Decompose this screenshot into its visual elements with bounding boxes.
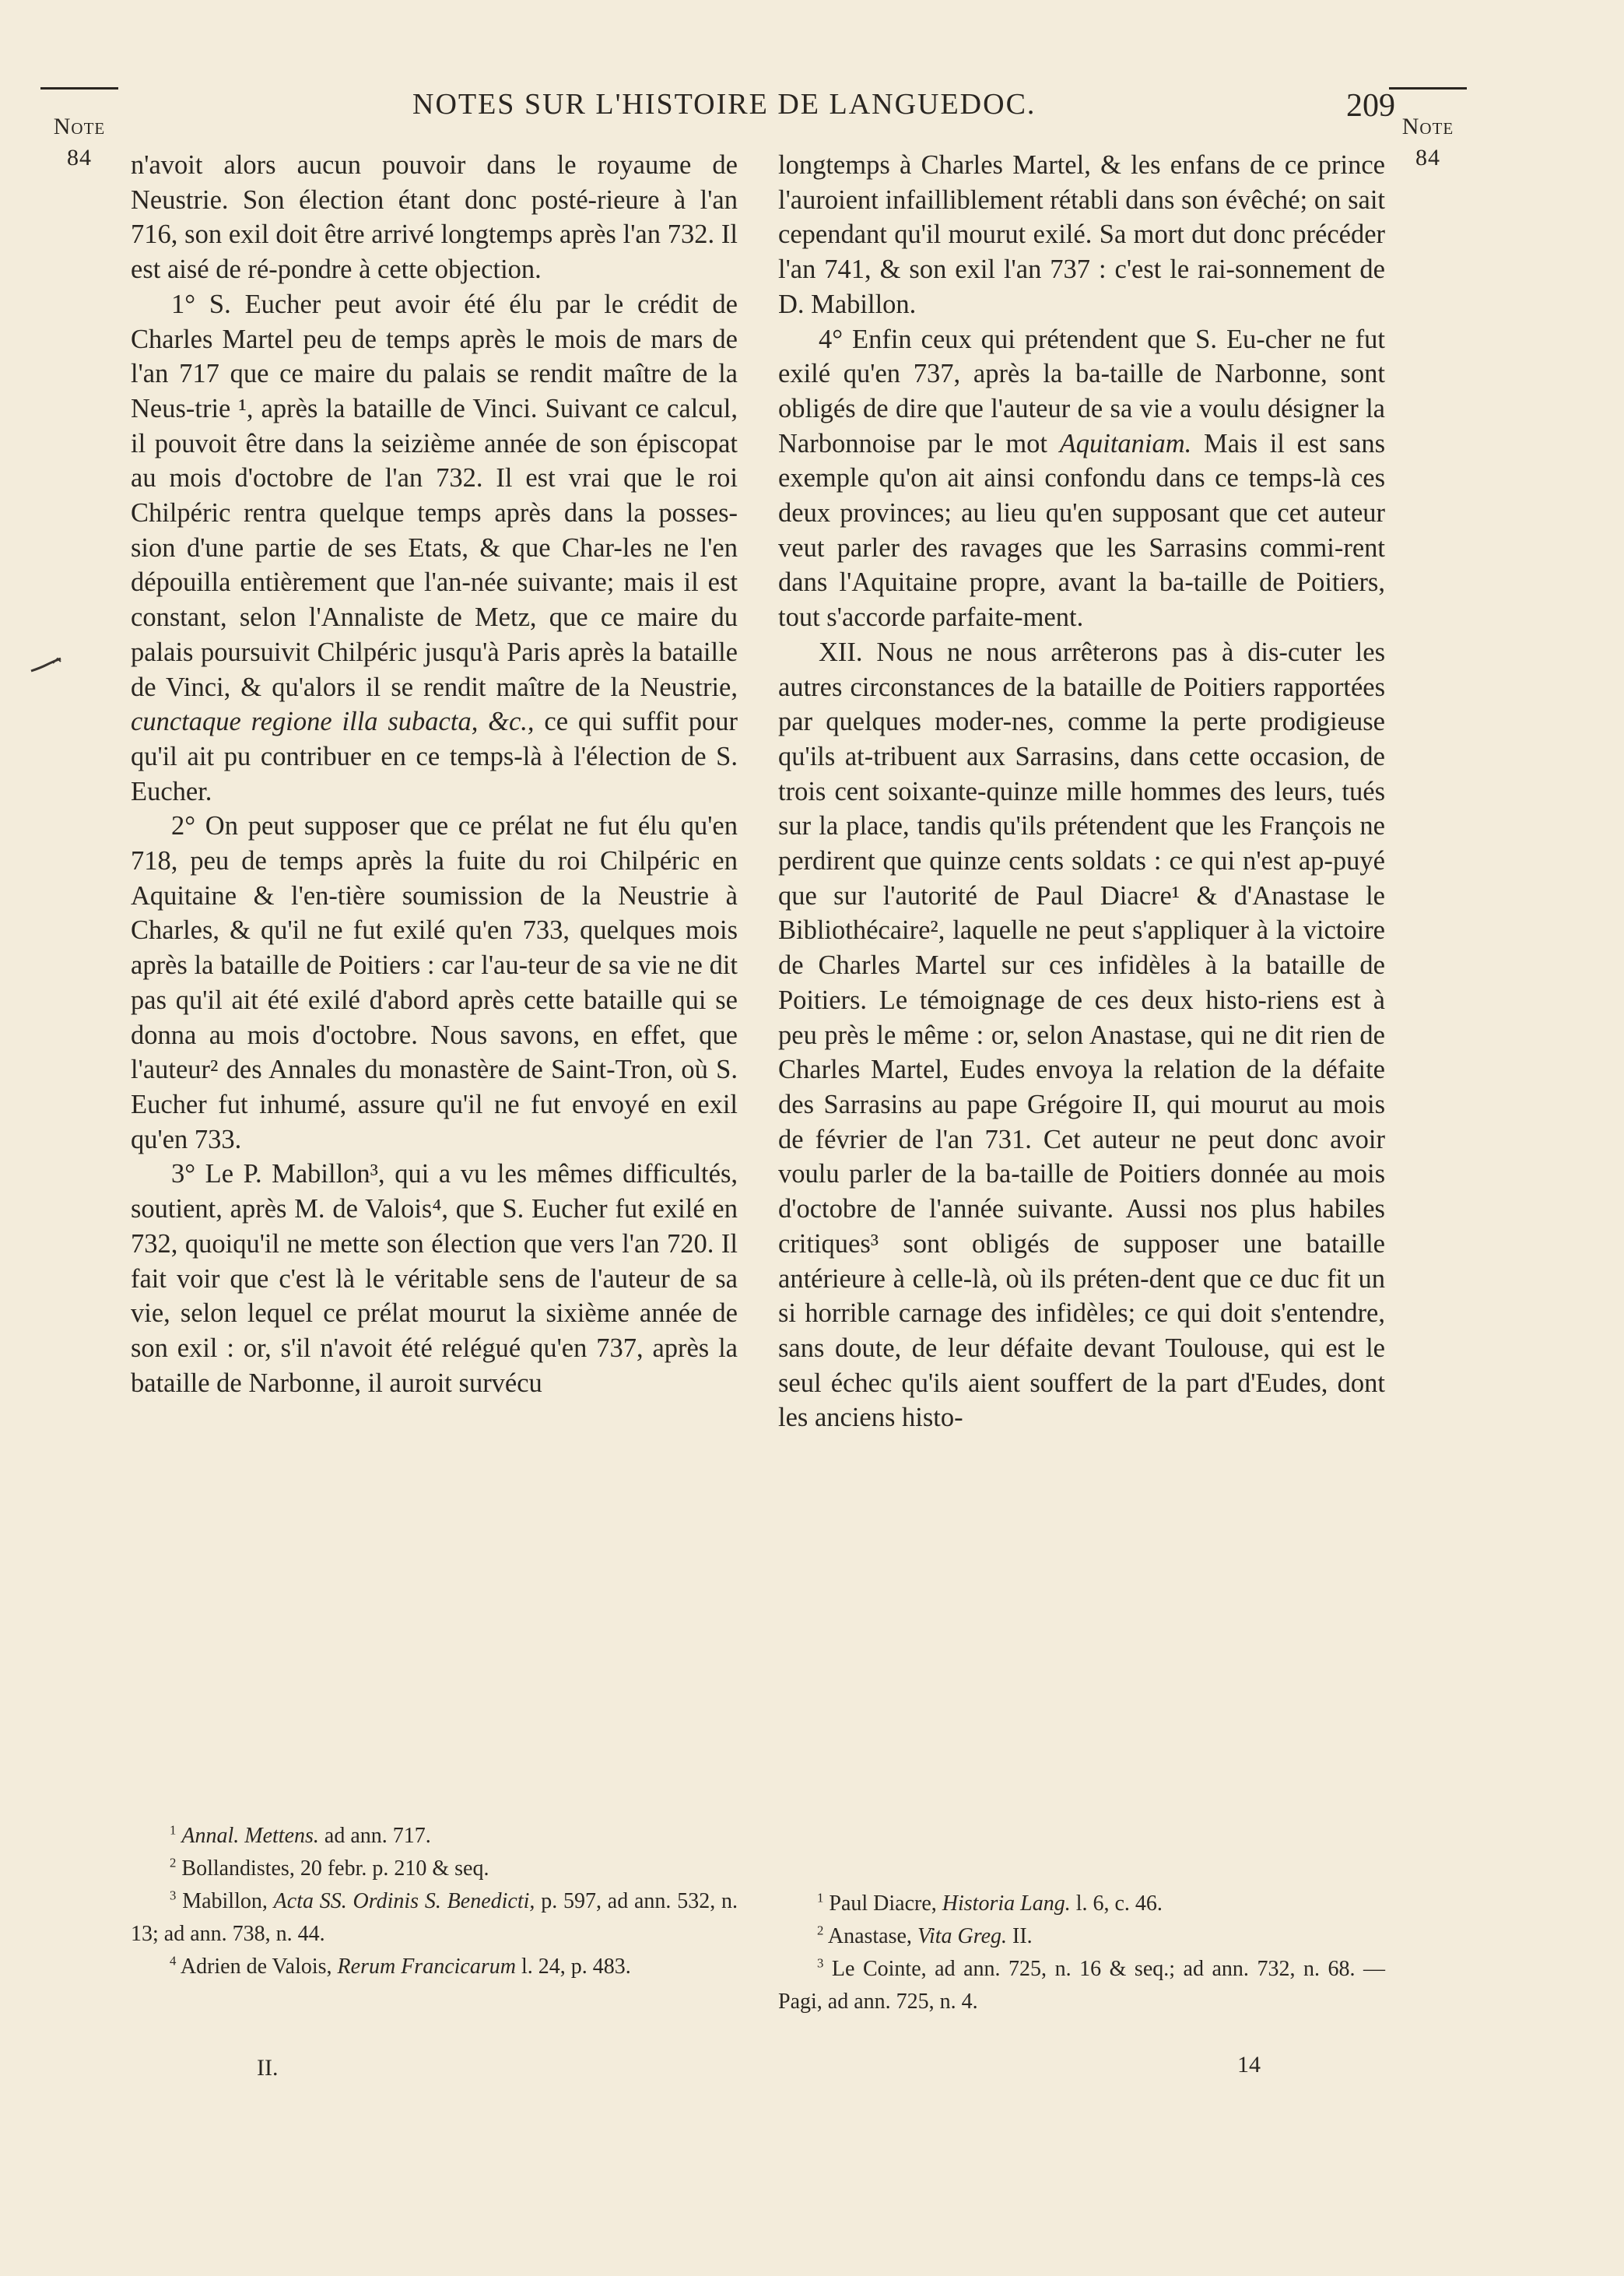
footnote: $^1$ Annal. Mettens. ad ann. 717. [170,1822,431,1848]
margin-note-number: 84 [1415,145,1440,170]
footnote: $^3$ Mabillon, Acta SS. Ordinis S. Benedicti, p. 597, ad ann. 532, n. 13; ad ann. 738, n. 44. [131,1888,738,1946]
paragraph: 3° Le P. Mabillon³, qui a vu les mêmes difficultés, soutient, après M. de Valois⁴, que S. Eucher fut exilé en 732, quoiqu'il ne mette son élection que vers l'an 720. Il fait voir que c'est là le véritable sens de l'auteur de sa vie, selon lequel ce prélat mourut la sixième année de son exil : or, s'il n'avoit été relégué qu'en 737, après la bataille de Narbonne, il auroit survécu [131,1159,738,1398]
paragraph: 4° Enfin ceux qui prétendent que S. Eu-cher ne fut exilé qu'en 737, après la ba-taille de Narbonne, sont obligés de dire que l'auteur de sa vie a voulu désigner la Narbonnoise par le mot Aquitaniam. Mais il est sans exemple qu'on ait ainsi confondu dans ce temps-là ces deux provinces; au lieu qu'en supposant que cet auteur veut parler des ravages que les Sarrasins commi-rent dans l'Aquitaine propre, avant la ba-taille de Poitiers, tout s'accorde parfaite-ment. [778,324,1385,633]
footnote: $^1$ Paul Diacre, Historia Lang. l. 6, c. 46. [817,1890,1163,1916]
ink-mark-icon [30,655,65,674]
paragraph: n'avoit alors aucun pouvoir dans le royaume de Neustrie. Son élection étant donc posté-rieure à l'an 716, son exil doit être arrivé longtemps après l'an 732. Il est aisé de ré-pondre à cette objection. [131,150,738,285]
footnote: $^2$ Anastase, Vita Greg. II. [817,1923,1033,1948]
footnote: $^2$ Bollandistes, 20 febr. p. 210 & seq. [170,1855,489,1881]
footnotes-left [131,1820,738,1983]
margin-note-label: Note [1401,114,1454,139]
paragraph: 1° S. Eucher peut avoir été élu par le crédit de Charles Martel peu de temps après le mois de mars de l'an 717 que ce maire du palais se rendit maître de la Neus-trie ¹, après la bataille de Vinci. Suivant ce calcul, il pouvoit être dans la seizième année de son épiscopat au mois d'octobre de l'an 732. Il est vrai que le roi Chilpéric rentra quelque temps après dans la posses-sion d'une partie de ses Etats, & que Char-les ne l'en dépouilla entièrement que l'an-née suivante; mais il est constant, selon l'Annaliste de Metz, que ce maire du palais poursuivit Chilpéric jusqu'à Paris après la bataille de Vinci, & qu'alors il se rendit maître de la Neustrie, cunctaque regione illa subacta, &c., ce qui suffit pour qu'il ait pu contribuer en ce temps-là à l'élection de S. Eucher. [131,289,738,806]
footnote: $^3$ Le Cointe, ad ann. 725, n. 16 & seq.; ad ann. 732, n. 68. — Pagi, ad ann. 725, n. 4. [778,1955,1386,2014]
margin-note-label: Note [53,114,106,139]
footnotes-right [778,1888,1385,2018]
paragraph: 2° On peut supposer que ce prélat ne fut élu qu'en 718, peu de temps après la fuite du roi Chilpéric en Aquitaine & l'en-tière soumission de la Neustrie à Charles, & qu'il ne fut exilé qu'en 733, quelques mois après la bataille de Poitiers : car l'au-teur de sa vie ne dit pas qu'il ait été exilé d'abord après cette bataille qui se donna au mois d'octobre. Nous savons, en effet, que l'auteur² des Annales du monastère de Saint-Tron, où S. Eucher fut inhumé, assure qu'il ne fut envoyé en exil qu'en 733. [131,811,738,1154]
volume-mark: II. [257,2055,279,2081]
paragraph: longtemps à Charles Martel, & les enfans de ce prince l'auroient infailliblement rétabli dans son évêché; on sait cependant qu'il mourut exilé. Sa mort dut donc précéder l'an 741, & son exil l'an 737 : c'est le rai-sonnement de D. Mabillon. [778,150,1385,319]
right-column [778,148,1385,1435]
running-title: NOTES SUR L'HISTOIRE DE LANGUEDOC. [412,88,1036,121]
margin-note-number: 84 [67,145,92,170]
left-column [131,148,738,1400]
running-header [0,87,1624,126]
page-number: 209 [1346,88,1395,124]
footnote: $^4$ Adrien de Valois, Rerum Francicarum l. 24, p. 483. [170,1953,631,1979]
paragraph: XII. Nous ne nous arrêterons pas à dis-cuter les autres circonstances de la bataille de Poitiers rapportées par quelques moder-nes, comme la perte prodigieuse qu'ils at-tribuent aux Sarrasins, dans cette occasion, de trois cent soixante-quinze mille hommes des leurs, tués sur la place, tandis qu'ils prétendent que les François ne perdirent que quinze cents soldats : ce qui n'est ap-puyé que sur l'autorité de Paul Diacre¹ & d'Anastase le Bibliothécaire², laquelle ne peut s'appliquer à la victoire de Charles Martel sur ces infidèles à la bataille de Poitiers. Le témoignage de ces deux histo-riens est à peu près le même : or, selon Anastase, qui ne dit rien de Charles Martel, Eudes envoya la relation de la défaite des Sarrasins au pape Grégoire II, qui mourut au mois de février de l'an 731. Cet auteur ne peut donc avoir voulu parler de la ba-taille de Poitiers donnée au mois d'octobre de l'année suivante. Aussi nos plus habiles critiques³ sont obligés de supposer une bataille antérieure à celle-là, où ils préten-dent que ce duc fit un si horrible carnage des infidèles; ce qui doit s'entendre, sans doute, de leur défaite devant Toulouse, qui est le seul échec qu'ils aient souffert de la part d'Eudes, dont les anciens histo- [778,637,1385,1433]
signature-mark: 14 [1237,2052,1261,2078]
